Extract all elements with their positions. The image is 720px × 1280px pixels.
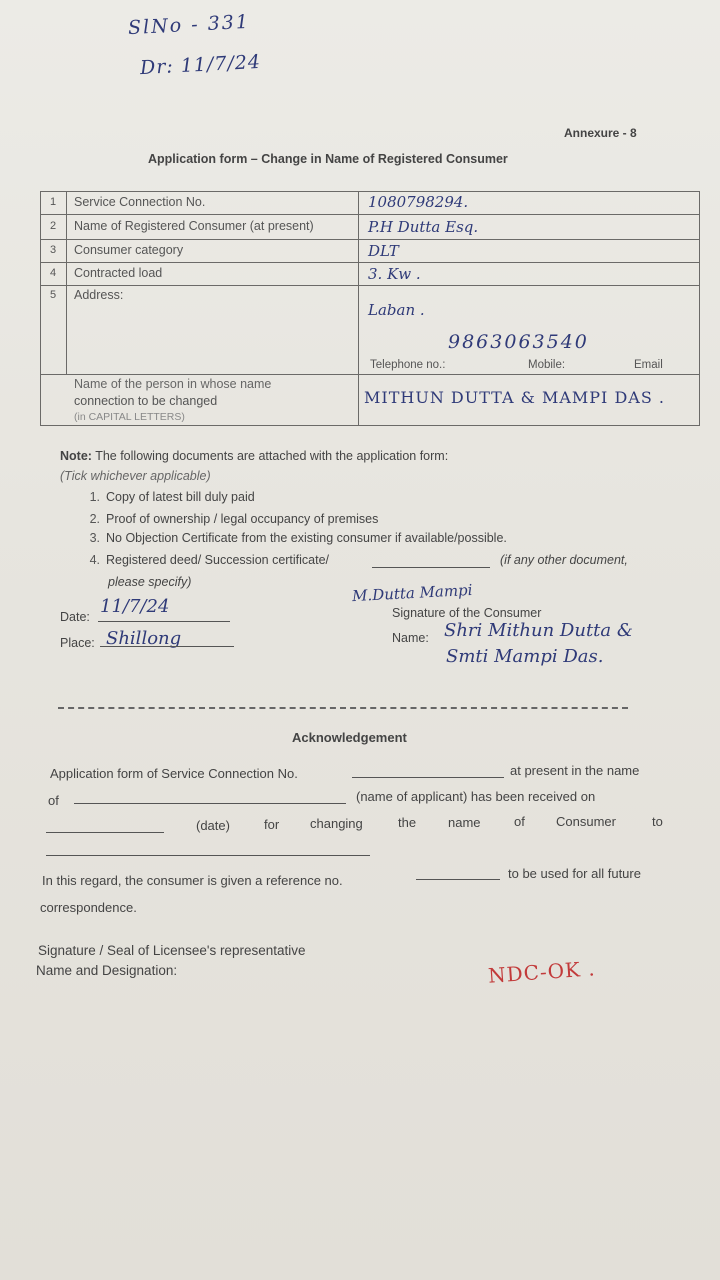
form-title: Application form – Change in Name of Registered Consumer <box>148 152 508 166</box>
row-4-number: 4 <box>49 267 57 279</box>
doc-item-4 <box>76 553 329 567</box>
ack-to-word: to <box>652 814 663 829</box>
row-5-label: Address: <box>74 288 124 302</box>
ack-correspondence: correspondence. <box>40 900 137 915</box>
doc-item-1 <box>76 490 255 504</box>
ack-service-no-blank <box>352 777 504 778</box>
note-heading-text: The following documents are attached with the application form: <box>91 449 449 463</box>
new-name-value: MITHUN DUTTA & MAMPI DAS . <box>364 388 665 407</box>
ack-applicant-blank <box>74 803 346 804</box>
licensee-signature-label: Signature / Seal of Licensee's representative <box>38 943 306 958</box>
ack-line-5-end: to be used for all future <box>508 866 641 881</box>
doc-item-text: Registered deed/ Succession certificate/ <box>106 553 330 567</box>
name-label: Name: <box>392 631 429 645</box>
address-value: Laban . <box>368 301 425 319</box>
row-3-label: Consumer category <box>74 243 184 257</box>
row-1-number: 1 <box>49 196 57 208</box>
ack-for-word: for <box>264 817 280 832</box>
ack-line-1-end: at present in the name <box>510 763 640 778</box>
section-separator <box>58 707 628 709</box>
note-bold: Note: <box>60 449 92 463</box>
ack-changing-word: changing <box>310 816 363 831</box>
consumer-name-line-2: Smti Mampi Das. <box>446 646 604 667</box>
ack-line-2-of: of <box>48 793 59 808</box>
dr-date-note: Dr: 11/7/24 <box>139 50 262 80</box>
row-2-label: Name of Registered Consumer (at present) <box>74 219 314 233</box>
doc-item-number: 4. <box>89 553 100 567</box>
row-5-number: 5 <box>49 289 57 301</box>
ack-date-blank <box>46 832 164 833</box>
row-4-label: Contracted load <box>74 266 163 280</box>
annexure-label: Annexure - 8 <box>564 126 637 140</box>
telephone-label: Telephone no.: <box>370 359 446 371</box>
consumer-signature: M.Dutta Mampi <box>351 580 473 606</box>
ndc-ok-note: NDC-OK . <box>487 956 597 988</box>
doc-item-text: Copy of latest bill duly paid <box>106 490 255 504</box>
consumer-category-value: DLT <box>368 242 399 260</box>
ack-reference-blank <box>416 879 500 880</box>
date-label: Date: <box>60 610 90 624</box>
doc-item-text: Proof of ownership / legal occupancy of premises <box>106 512 379 526</box>
name-change-label-3: (in CAPITAL LETTERS) <box>74 411 185 423</box>
consumer-details-table <box>40 191 700 426</box>
row-2-number: 2 <box>49 220 57 232</box>
name-change-label-1: Name of the person in whose name <box>74 377 272 391</box>
doc-item-4-continuation: please specify) <box>108 575 192 589</box>
doc-item-3 <box>76 531 507 545</box>
ack-the-word: the <box>398 815 417 830</box>
other-doc-blank <box>372 567 490 568</box>
doc-item-number: 1. <box>89 490 100 504</box>
doc-item-number: 3. <box>89 531 100 545</box>
date-line <box>98 621 230 622</box>
signature-label: Signature of the Consumer <box>392 606 542 620</box>
ack-line-2-end: (name of applicant) has been received on <box>356 789 596 804</box>
ack-consumer-blank <box>46 855 370 856</box>
serial-number-note: SlNo - 331 <box>127 10 251 40</box>
row-3-number: 3 <box>49 244 57 256</box>
registered-consumer-value: P.H Dutta Esq. <box>368 218 479 236</box>
place-label: Place: <box>60 636 95 650</box>
name-designation-label: Name and Designation: <box>36 963 178 978</box>
mobile-label: Mobile: <box>528 359 566 371</box>
doc-item-text: No Objection Certificate from the existing consumer if available/possible. <box>106 531 507 545</box>
ack-line-1-start: Application form of Service Connection No. <box>50 766 298 781</box>
service-connection-value: 1080798294. <box>368 193 469 211</box>
note-heading <box>60 449 448 463</box>
ack-of-word: of <box>514 814 525 829</box>
ack-line-5-start: In this regard, the consumer is given a reference no. <box>42 873 343 888</box>
email-label: Email <box>634 359 663 371</box>
ack-name-word: name <box>448 815 481 830</box>
doc-item-number: 2. <box>89 512 100 526</box>
date-value: 11/7/24 <box>100 596 170 617</box>
contracted-load-value: 3. Kw . <box>368 265 421 283</box>
phone-number-value: 9863063540 <box>448 331 589 353</box>
tick-instruction: (Tick whichever applicable) <box>60 469 211 483</box>
doc-item-4-suffix: (if any other document, <box>500 553 628 567</box>
place-value: Shillong <box>106 628 182 649</box>
doc-item-2 <box>76 512 378 526</box>
place-line <box>100 646 234 647</box>
ack-date-word: (date) <box>196 818 230 833</box>
name-change-label-2: connection to be changed <box>74 394 218 408</box>
ack-consumer-word: Consumer <box>556 814 616 829</box>
acknowledgement-heading: Acknowledgement <box>292 730 407 745</box>
row-1-label: Service Connection No. <box>74 195 206 209</box>
consumer-name-line-1: Shri Mithun Dutta & <box>444 620 633 641</box>
